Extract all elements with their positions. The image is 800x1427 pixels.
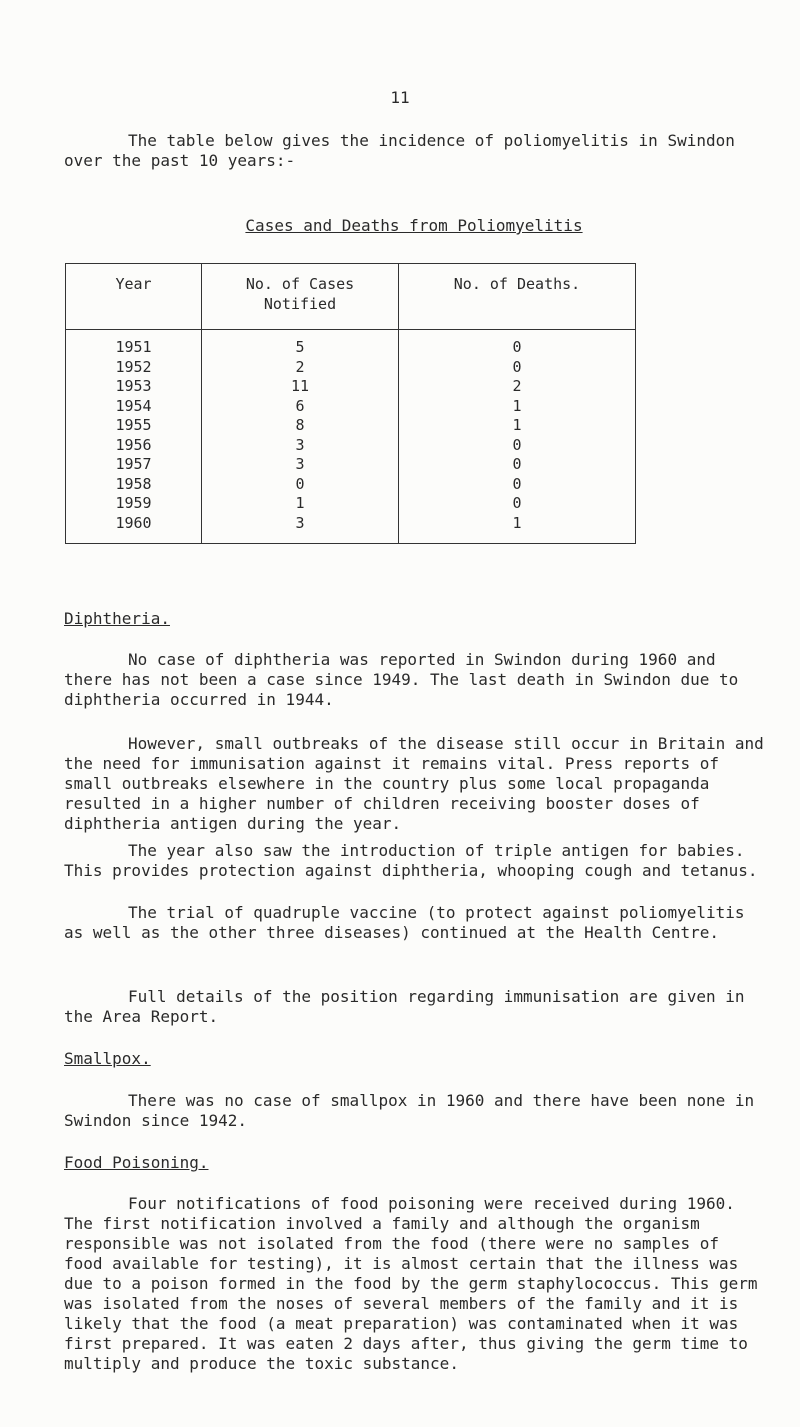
table-row <box>66 416 636 436</box>
cell-deaths: 0 <box>399 475 636 495</box>
cell-deaths: 0 <box>399 494 636 514</box>
table-header-row <box>66 264 636 330</box>
diphtheria-paragraph-4: The trial of quadruple vaccine (to protect against poliomyelitis as well as the other three diseases) continued at the Health Centre. <box>64 903 755 942</box>
food-poisoning-paragraph: Four notifications of food poisoning were received during 1960. The first notification involved a family and although the organism responsible was not isolated from the food (there were no samples of food available for testing), it is almost certain that the illness was due to a poison formed in the food by the germ staphylococcus. This germ was isolated from the noses of several members of the family and it is likely that the food (a meat preparation) was contaminated when it was first prepared. It was eaten 2 days after, thus giving the germ time to multiply and produce the toxic substance. <box>64 1194 768 1373</box>
cell-year: 1952 <box>66 358 202 378</box>
polio-table <box>65 263 636 544</box>
diphtheria-paragraph-5: Full details of the position regarding immunisation are given in the Area Report. <box>64 987 755 1026</box>
table-row <box>66 455 636 475</box>
cell-deaths: 0 <box>399 330 636 358</box>
intro-paragraph: The table below gives the incidence of poliomyelitis in Swindon over the past 10 years:- <box>64 131 745 170</box>
cell-year: 1955 <box>66 416 202 436</box>
cell-year: 1951 <box>66 330 202 358</box>
cell-deaths: 1 <box>399 397 636 417</box>
header-cases-label: No. of Cases Notified <box>245 275 355 313</box>
cell-year: 1956 <box>66 436 202 456</box>
cell-deaths: 0 <box>399 358 636 378</box>
cell-cases: 3 <box>202 514 399 544</box>
table-row <box>66 475 636 495</box>
table-row <box>66 514 636 544</box>
cell-deaths: 1 <box>399 416 636 436</box>
cell-cases: 3 <box>202 436 399 456</box>
table-title: Cases and Deaths from Poliomyelitis <box>245 216 583 235</box>
cell-cases: 5 <box>202 330 399 358</box>
cell-deaths: 0 <box>399 455 636 475</box>
table-row <box>66 494 636 514</box>
cell-year: 1953 <box>66 377 202 397</box>
diphtheria-paragraph-3: The year also saw the introduction of triple antigen for babies. This provides protection against diphtheria, whooping cough and tetanus. <box>64 841 758 880</box>
table-row <box>66 358 636 378</box>
cell-year: 1959 <box>66 494 202 514</box>
cell-year: 1954 <box>66 397 202 417</box>
cell-cases: 3 <box>202 455 399 475</box>
smallpox-heading: Smallpox. <box>64 1049 151 1068</box>
diphtheria-paragraph-1: No case of diphtheria was reported in Swindon during 1960 and there has not been a case since 1949. The last death in Swindon due to diphtheria occurred in 1944. <box>64 650 748 709</box>
diphtheria-paragraph-2: However, small outbreaks of the disease still occur in Britain and the need for immunisation against it remains vital. Press reports of small outbreaks elsewhere in the country plus some local propaganda resulted in a higher number of children receiving booster doses of diphtheria antigen during the year. <box>64 734 774 833</box>
cell-deaths: 0 <box>399 436 636 456</box>
table-row <box>66 397 636 417</box>
cell-cases: 2 <box>202 358 399 378</box>
header-year: Year <box>66 264 202 330</box>
cell-cases: 1 <box>202 494 399 514</box>
table-row <box>66 377 636 397</box>
cell-year: 1957 <box>66 455 202 475</box>
header-deaths: No. of Deaths. <box>399 264 636 330</box>
cell-year: 1958 <box>66 475 202 495</box>
cell-cases: 0 <box>202 475 399 495</box>
cell-cases: 8 <box>202 416 399 436</box>
header-cases <box>202 264 399 330</box>
cell-cases: 6 <box>202 397 399 417</box>
cell-year: 1960 <box>66 514 202 544</box>
cell-deaths: 1 <box>399 514 636 544</box>
page-number: 11 <box>390 88 410 107</box>
smallpox-paragraph: There was no case of smallpox in 1960 and there have been none in Swindon since 1942. <box>64 1091 764 1130</box>
table-row <box>66 436 636 456</box>
table-row <box>66 330 636 358</box>
cell-deaths: 2 <box>399 377 636 397</box>
cell-cases: 11 <box>202 377 399 397</box>
diphtheria-heading: Diphtheria. <box>64 609 170 628</box>
food-poisoning-heading: Food Poisoning. <box>64 1153 209 1172</box>
